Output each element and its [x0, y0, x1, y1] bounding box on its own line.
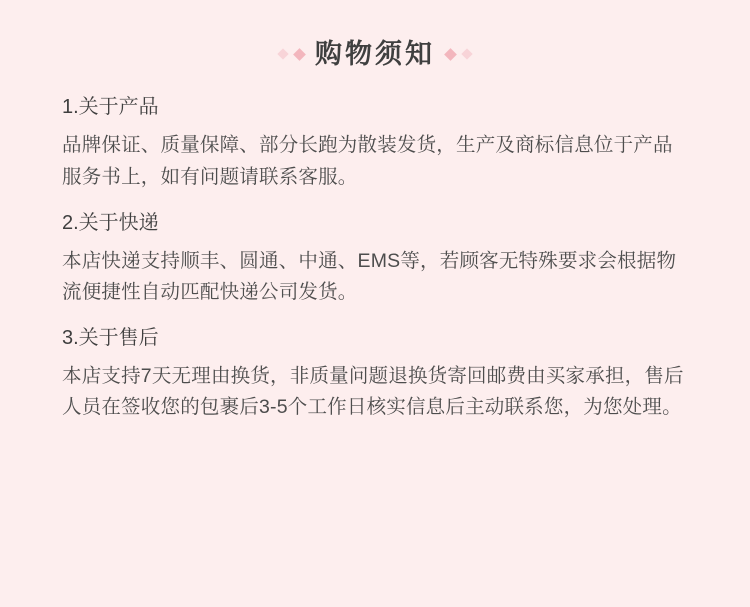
section-shipping: [62, 210, 688, 309]
section-body: 本店快递支持顺丰、圆通、中通、EMS等，若顾客无特殊要求会根据物流便捷性自动匹配快递公司发货。: [62, 249, 677, 304]
section-after-sales: [62, 325, 688, 424]
section-product: [62, 94, 688, 193]
section-heading: 2.关于快递: [62, 211, 159, 234]
page-title: 购物须知: [315, 39, 435, 69]
right-diamond-dots-icon: [446, 50, 471, 59]
left-diamond-dots-icon: [279, 50, 304, 59]
section-heading: 3.关于售后: [62, 326, 159, 349]
page-title-row: [62, 0, 688, 78]
section-heading: 1.关于产品: [62, 96, 159, 119]
section-body: 品牌保证、质量保障、部分长跑为散装发货，生产及商标信息位于产品服务书上，如有问题请联系客服。: [62, 134, 673, 188]
section-body: 本店支持7天无理由换货，非质量问题退换货寄回邮费由买家承担，售后人员在签收您的包裹后3-5个工作日核实信息后主动联系您，为您处理。: [62, 364, 684, 419]
